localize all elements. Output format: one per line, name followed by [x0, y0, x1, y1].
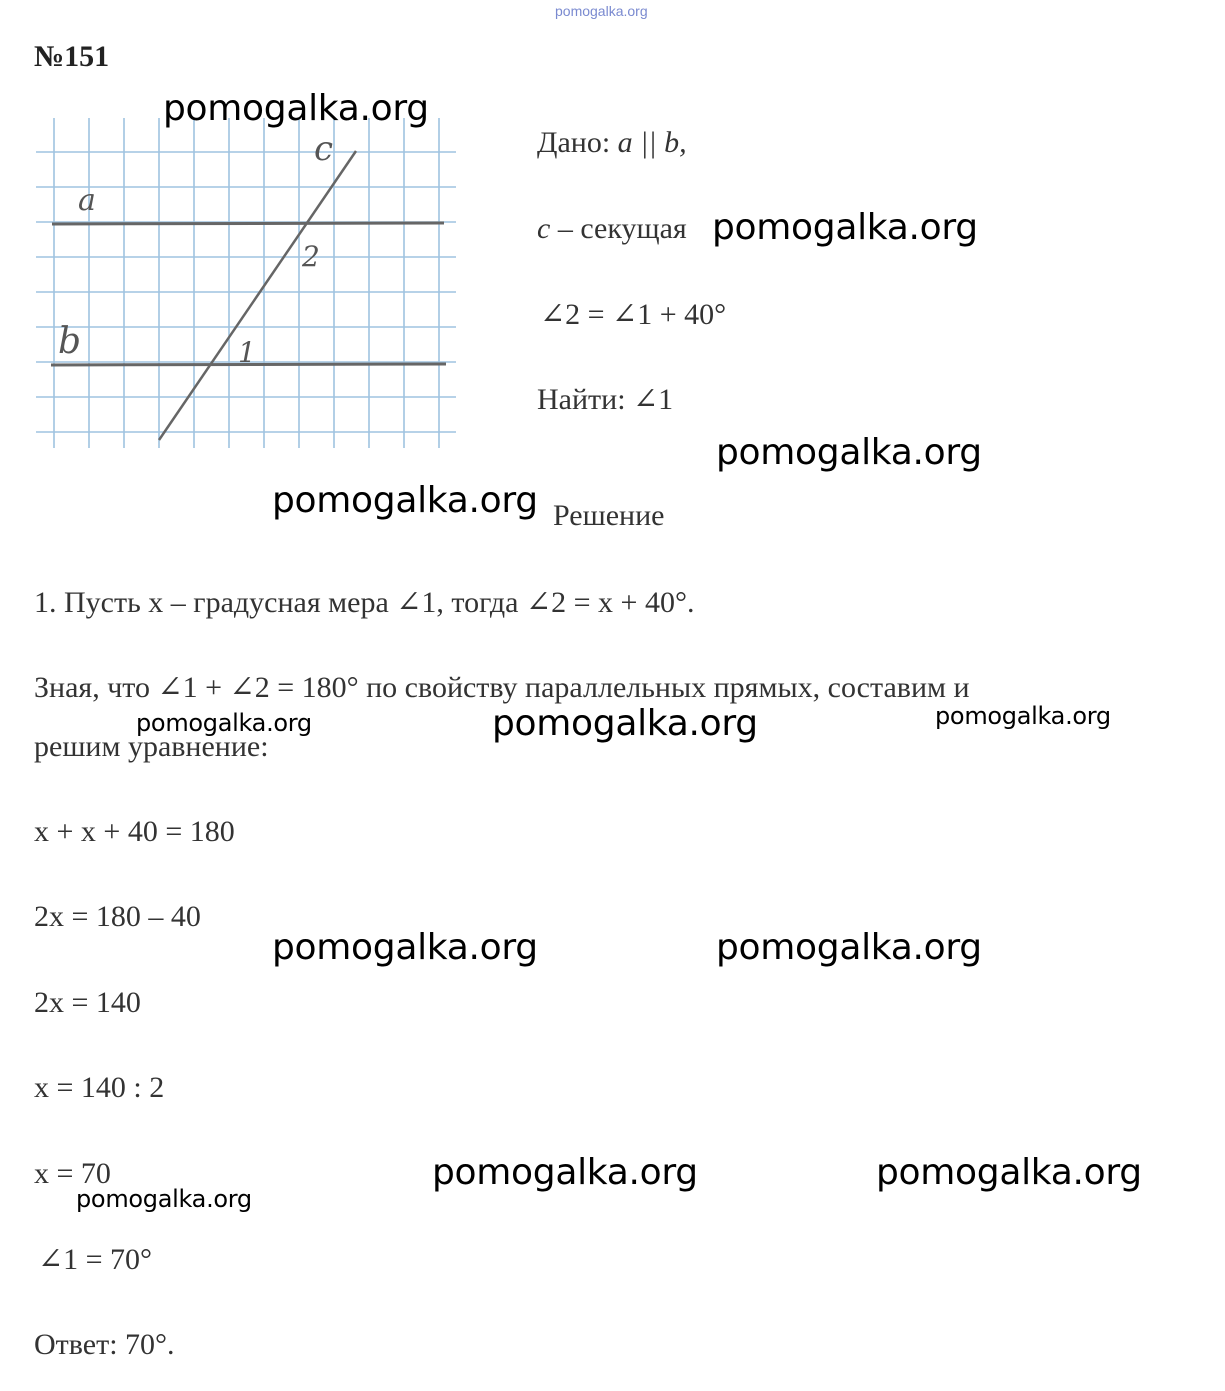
label-b: b — [58, 321, 82, 362]
given-secant-var: c — [537, 212, 551, 245]
given-secant-text: – секущая — [550, 212, 687, 245]
solution-step-1: 1. Пусть x – градусная мера ∠1, тогда ∠2 = x + 40°. — [34, 586, 695, 619]
given-line-2 — [537, 212, 687, 246]
watermark: pomogalka.org — [492, 703, 758, 744]
geometry-figure — [36, 118, 466, 453]
watermark: pomogalka.org — [163, 88, 429, 129]
watermark: pomogalka.org — [876, 1152, 1142, 1193]
label-angle-1: 1 — [238, 336, 256, 369]
watermark: pomogalka.org — [136, 709, 312, 737]
equation-3: 2x = 140 — [34, 986, 141, 1019]
answer: Ответ: 70°. — [34, 1328, 175, 1361]
graph-paper-grid — [36, 118, 456, 448]
watermark: pomogalka.org — [76, 1185, 252, 1213]
equation-1: x + x + 40 = 180 — [34, 815, 235, 848]
watermark: pomogalka.org — [716, 927, 982, 968]
solution-step-2-line-1: Зная, что ∠1 + ∠2 = 180° по свойству параллельных прямых, составим и — [34, 671, 970, 704]
given-parallel: a || b, — [617, 126, 687, 159]
line-a — [52, 223, 444, 224]
solution-step-2-line-2: решим уравнение: — [34, 730, 269, 763]
watermark: pomogalka.org — [272, 480, 538, 521]
label-angle-2: 2 — [302, 240, 320, 273]
watermark: pomogalka.org — [712, 207, 978, 248]
given-line-1 — [537, 126, 687, 160]
equation-4: x = 140 : 2 — [34, 1071, 165, 1104]
watermark: pomogalka.org — [716, 432, 982, 473]
label-a: a — [78, 183, 96, 218]
watermark: pomogalka.org — [935, 702, 1111, 730]
equation-6: ∠1 = 70° — [38, 1243, 153, 1276]
label-c: c — [314, 129, 334, 169]
given-line-3: ∠2 = ∠1 + 40° — [540, 298, 727, 331]
find-line: Найти: ∠1 — [537, 383, 674, 416]
equation-2: 2x = 180 – 40 — [34, 900, 201, 933]
watermark: pomogalka.org — [272, 927, 538, 968]
site-header-link[interactable]: pomogalka.org — [555, 3, 648, 19]
solution-heading: Решение — [553, 499, 665, 532]
watermark: pomogalka.org — [432, 1152, 698, 1193]
equation-5: x = 70 — [34, 1157, 111, 1190]
problem-number: №151 — [34, 40, 110, 73]
given-label: Дано: — [537, 126, 618, 159]
